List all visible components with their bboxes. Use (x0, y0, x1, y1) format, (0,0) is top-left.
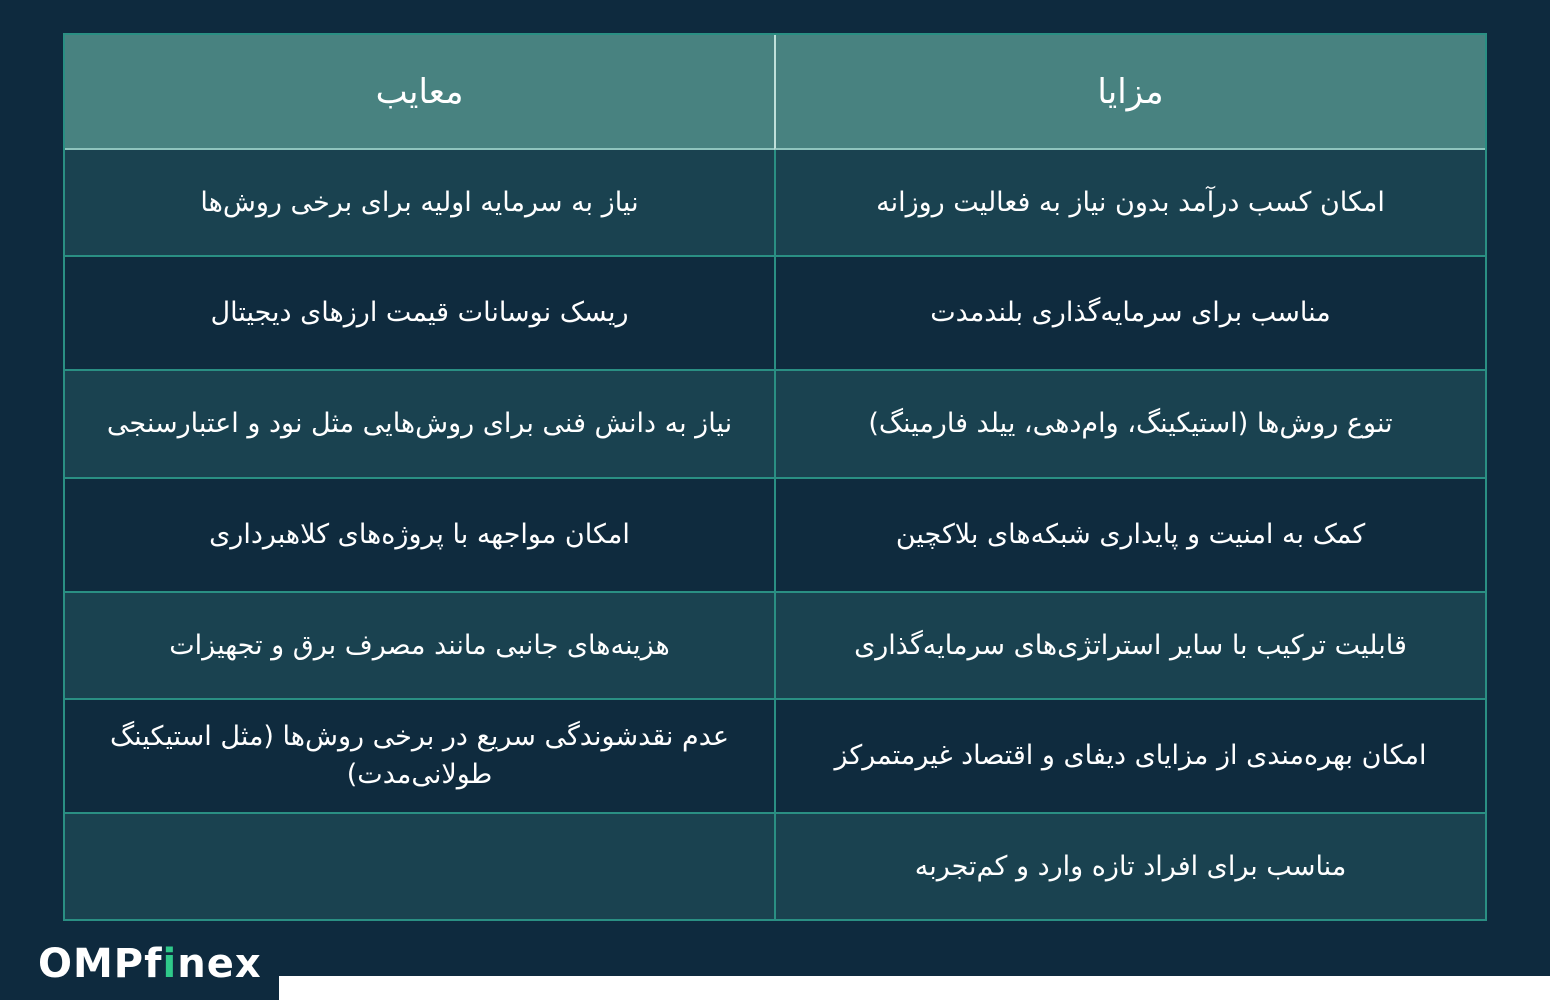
bottom-white-strip (279, 976, 1550, 1000)
brand-logo-nex: nex (177, 941, 262, 987)
brand-logo (38, 936, 262, 992)
advantage-cell: مناسب برای افراد تازه وارد و کم‌تجربه (774, 814, 1485, 919)
disadvantage-cell: نیاز به سرمایه اولیه برای برخی روش‌ها (65, 150, 774, 257)
advantage-cell: کمک به امنیت و پایداری شبکه‌های بلاکچین (774, 479, 1485, 593)
brand-logo-omp: OMP (38, 941, 145, 987)
brand-logo-f: f (144, 941, 163, 987)
disadvantage-cell: نیاز به دانش فنی برای روش‌هایی مثل نود و اعتبارسنجی (65, 371, 774, 479)
advantage-cell: امکان کسب درآمد بدون نیاز به فعالیت روزانه (774, 150, 1485, 257)
advantage-cell: قابلیت ترکیب با سایر استراتژی‌های سرمایه‌گذاری (774, 593, 1485, 700)
advantage-cell: تنوع روش‌ها (استیکینگ، وام‌دهی، ییلد فارمینگ) (774, 371, 1485, 479)
disadvantage-cell: هزینه‌های جانبی مانند مصرف برق و تجهیزات (65, 593, 774, 700)
advantage-cell: مناسب برای سرمایه‌گذاری بلندمدت (774, 257, 1485, 371)
brand-logo-i: i (162, 941, 178, 987)
disadvantage-cell: عدم نقدشوندگی سریع در برخی روش‌ها (مثل استیکینگ طولانی‌مدت) (65, 700, 774, 814)
header-advantages: مزایا (774, 35, 1485, 150)
pros-cons-table (63, 33, 1487, 921)
disadvantage-cell (65, 814, 774, 919)
disadvantage-cell: ریسک نوسانات قیمت ارزهای دیجیتال (65, 257, 774, 371)
disadvantage-cell: امکان مواجهه با پروژه‌های کلاهبرداری (65, 479, 774, 593)
advantage-cell: امکان بهره‌مندی از مزایای دیفای و اقتصاد غیرمتمرکز (774, 700, 1485, 814)
header-disadvantages: معایب (65, 35, 774, 150)
